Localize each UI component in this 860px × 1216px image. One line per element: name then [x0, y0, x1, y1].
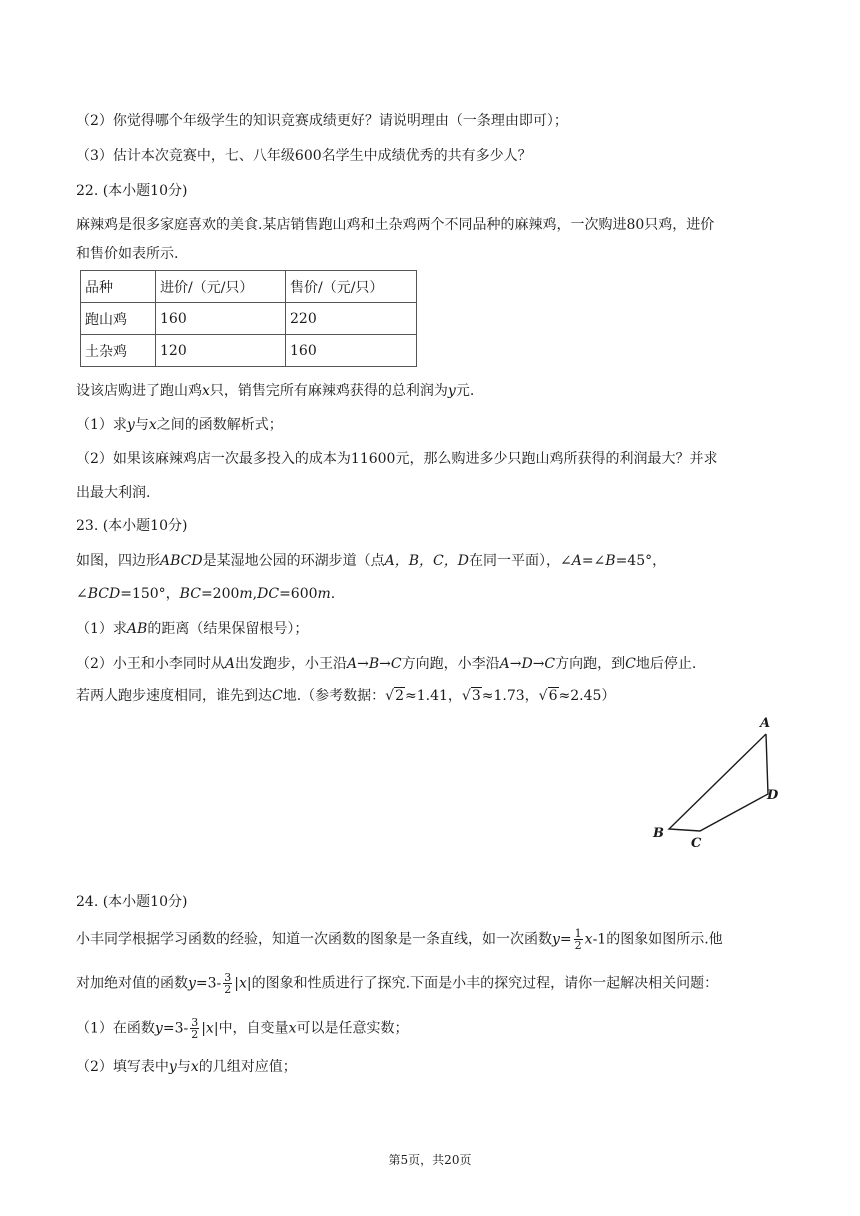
q24-line2: 对加绝对值的函数y=3- $\frac{3}{2}$ |x|的图象和性质进行了探究.下面是小丰的探究过程，请你一起解决相关问题： [76, 971, 719, 996]
figure-outline [669, 734, 768, 831]
q23-part1: （1）求AB的距离（结果保留根号）； [76, 621, 309, 637]
table-header-row [81, 271, 417, 303]
q22-part2-line2: 出最大利润. [76, 485, 151, 501]
table-cell: 160 [286, 335, 417, 367]
q23-line1: 如图，四边形ABCD是某湿地公园的环湖步道（点A，B，C，D在同一平面），∠A=∠B=45°， [76, 553, 667, 569]
sqrt-6: √6 [538, 688, 558, 704]
figure-label-c: C [691, 836, 702, 851]
q24-part1: （1）在函数y=3- $\frac{3}{2}$ |x|中，自变量x可以是任意实数； [76, 1016, 409, 1041]
table-cell: 120 [156, 335, 286, 367]
table-header-cell: 品种 [81, 271, 156, 303]
q23-line2: ∠BCD=150°，BC=200m,DC=600m. [76, 586, 336, 602]
q22-intro-line1: 麻辣鸡是很多家庭喜欢的美食.某店销售跑山鸡和土杂鸡两个不同品种的麻辣鸡，一次购进80只鸡，进价 [76, 217, 715, 233]
q24-part2: （2）填写表中y与x的几组对应值； [76, 1059, 297, 1075]
figure-label-d: D [767, 788, 779, 803]
sqrt-3: √3 [461, 688, 481, 704]
q22-part1: （1）求y与x之间的函数解析式； [76, 417, 283, 433]
q23-heading: 23. (本小题10分) [76, 518, 188, 534]
figure-label-b: B [653, 826, 664, 841]
figure-label-a: A [760, 716, 771, 731]
table-row [81, 335, 417, 367]
q24-heading: 24. (本小题10分) [76, 894, 188, 910]
q22-heading: 22. (本小题10分) [76, 183, 188, 199]
q23-part2-line2: 若两人跑步速度相同，谁先到达C地.（参考数据：√2≈1.41，√3≈1.73，√6≈2.45） [76, 688, 616, 704]
table-cell: 220 [286, 303, 417, 335]
fraction-three-halves: $\frac{3}{2}$ [191, 1016, 199, 1041]
fraction-one-half: $\frac{1}{2}$ [574, 927, 582, 952]
page-footer: 第5页，共20页 [388, 1153, 472, 1167]
q22-part2-line1: （2）如果该麻辣鸡店一次最多投入的成本为11600元，那么购进多少只跑山鸡所获得的利润最大？并求 [76, 451, 718, 467]
q22-setup: 设该店购进了跑山鸡x只，销售完所有麻辣鸡获得的总利润为y元. [76, 383, 475, 399]
table-cell: 土杂鸡 [81, 335, 156, 367]
table-cell: 160 [156, 303, 286, 335]
q22-intro-line2: 和售价如表所示. [76, 246, 179, 262]
q21-part3: （3）估计本次竞赛中，七、八年级600名学生中成绩优秀的共有多少人？ [76, 148, 532, 164]
q24-line1: 小丰同学根据学习函数的经验，知道一次函数的图象是一条直线，如一次函数y= $\frac{1}{2}$ x-1的图象如图所示.他 [76, 927, 723, 952]
quadrilateral-figure [640, 710, 790, 860]
price-table [80, 270, 417, 367]
q23-part2: （2）小王和小李同时从A出发跑步，小王沿A→B→C方向跑，小李沿A→D→C方向跑，到C地后停止. [76, 656, 697, 672]
table-row [81, 303, 417, 335]
fraction-three-halves: $\frac{3}{2}$ [224, 971, 232, 996]
q21-part2: （2）你觉得哪个年级学生的知识竞赛成绩更好？请说明理由（一条理由即可）； [76, 113, 568, 129]
table-header-cell: 售价/（元/只） [286, 271, 417, 303]
table-cell: 跑山鸡 [81, 303, 156, 335]
table-header-cell: 进价/（元/只） [156, 271, 286, 303]
sqrt-2: √2 [385, 688, 405, 704]
